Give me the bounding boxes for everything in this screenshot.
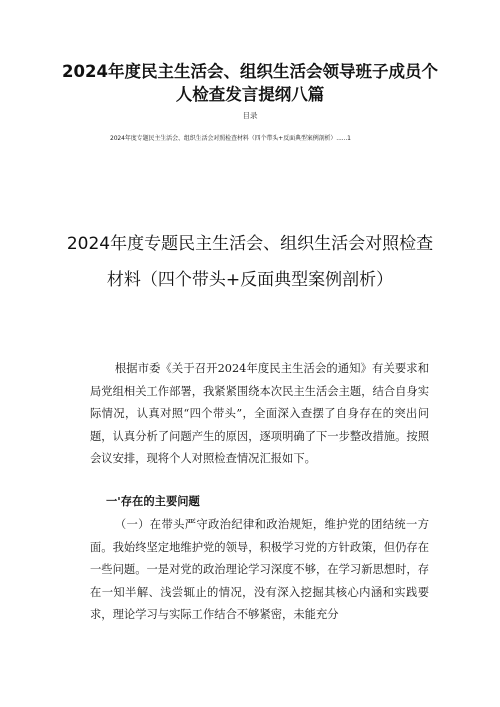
problems-section [90, 514, 429, 627]
intro-section [90, 358, 429, 471]
problem-paragraph-1: （一）在带头严守政治纪律和政治规矩，维护党的团结统一方面。我始终坚定地维护党的领导，积极学习党的方针政策，但仍存在一些问题。一是对党的政治理论学习深度不够，在学习新思想时，存在一知半解、浅尝辄止的情况，没有深入挖掘其核心内涵和实践要求，理论学习与实际工作结合不够紧密，未能充分 [90, 518, 429, 622]
toc-heading: 目录 [242, 111, 258, 120]
intro-paragraph: 根据市委《关于召开2024年度民主生活会的通知》有关要求和局党组相关工作部署，我紧紧围绕本次民主生活会主题，结合自身实际情况，认真对照“四个带头”，全面深入查摆了自身存在的突出问题，认真分析了问题产生的原因，逐项明确了下一步整改措施。按照会议安排，现将个人对照检查情况汇报如下。 [90, 362, 429, 466]
toc-entry[interactable]: 2024年度专题民主生活会、组织生活会对照检查材料（四个带头+反面典型案例剖析）......1 [110, 135, 351, 142]
section-title: 2024年度专题民主生活会、组织生活会对照检查材料（四个带头+反面典型案例剖析） [66, 234, 434, 290]
document-title: 2024年度民主生活会、组织生活会领导班子成员个人检查发言提纲八篇 [62, 62, 438, 104]
subheading-main-problems: 一'存在的主要问题 [106, 494, 200, 508]
